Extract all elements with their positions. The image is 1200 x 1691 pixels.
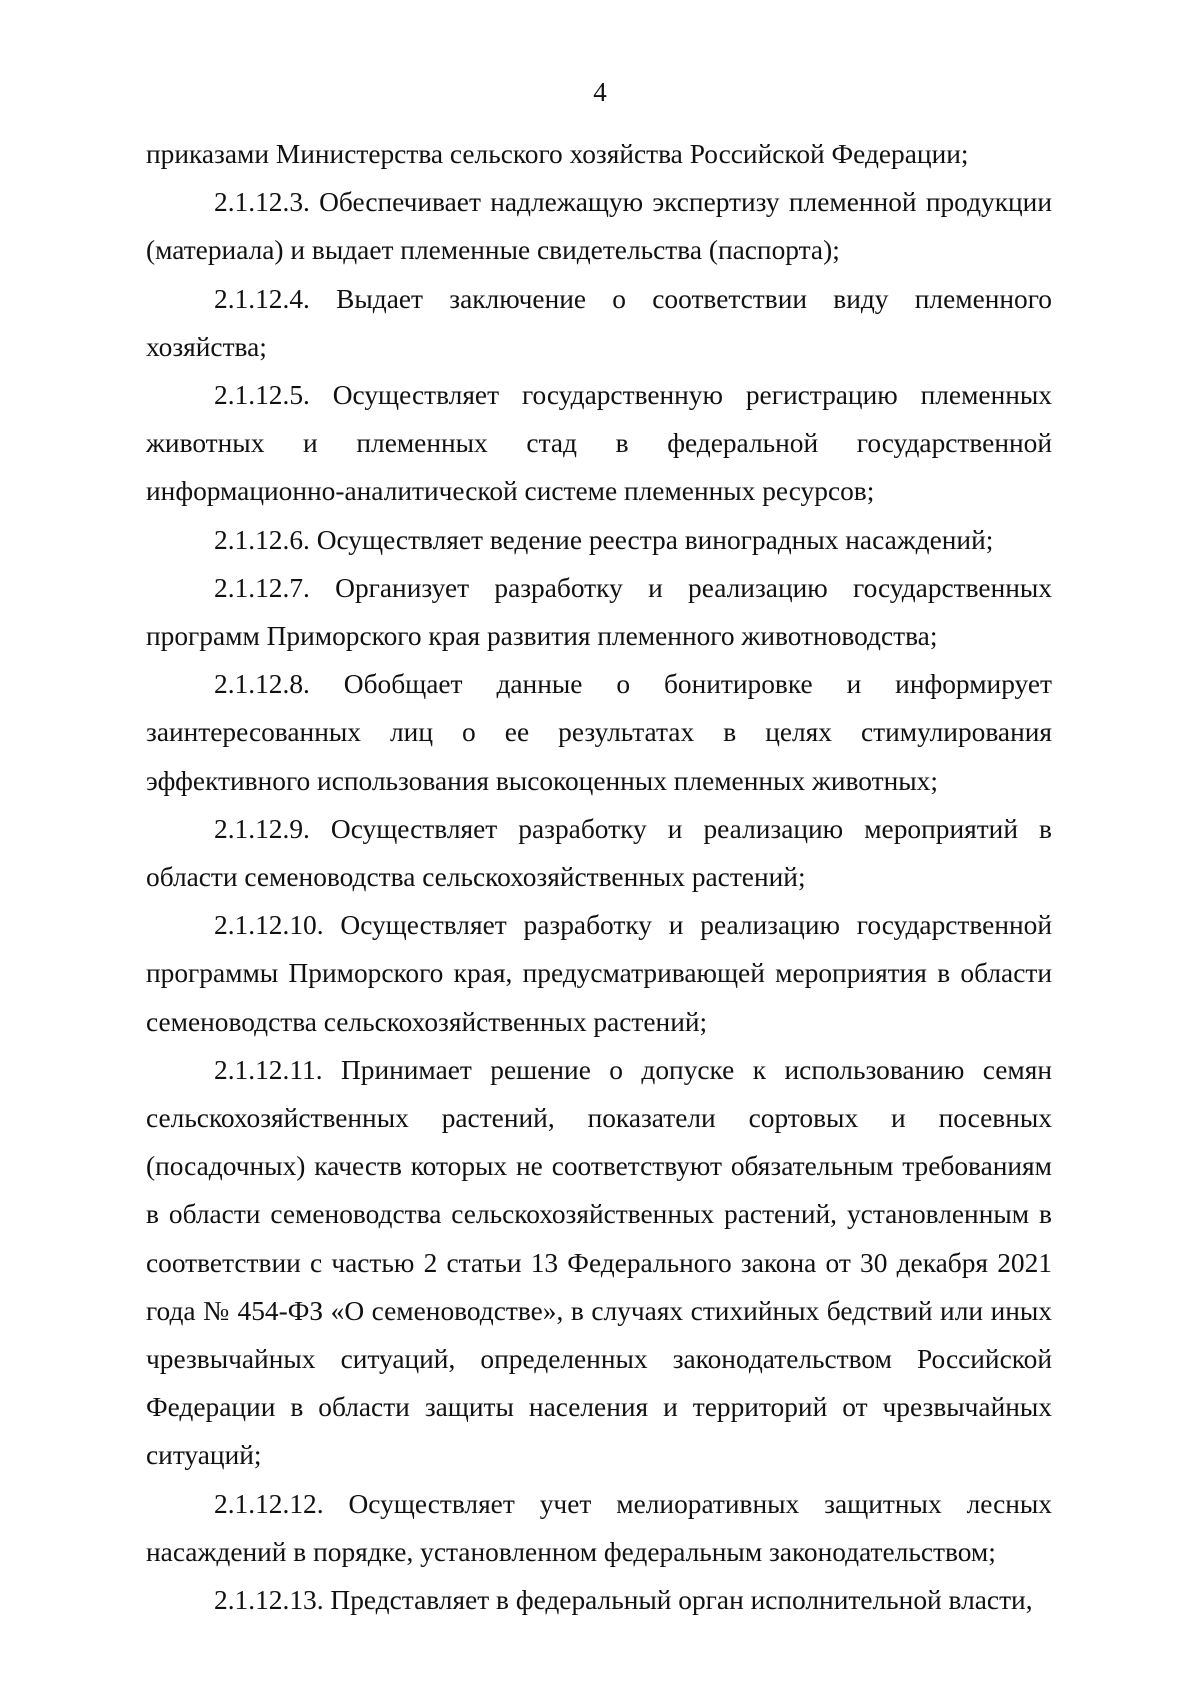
paragraph-2-1-12-7: 2.1.12.7. Организует разработку и реализацию государственных программ Приморского края развития племенного животноводства; [146,572,1052,652]
paragraph-2-1-12-3: 2.1.12.3. Обеспечивает надлежащую экспертизу племенной продукции (материала) и выдает племенные свидетельства (паспорта); [146,187,1052,266]
page-number: 4 [593,77,607,107]
document-body [146,130,1052,1624]
paragraph-2-1-12-12: 2.1.12.12. Осуществляет учет мелиоративных защитных лесных насаждений в порядке, установленном федеральным законодательством; [146,1488,1052,1567]
paragraph-2-1-12-5: 2.1.12.5. Осуществляет государственную регистрацию племенных животных и племенных стад в федеральной государственной информационно-аналитической системе племенных ресурсов; [146,380,1052,507]
paragraph-2-1-12-13: 2.1.12.13. Представляет в федеральный орган исполнительной власти, [214,1585,1033,1616]
paragraph-2-1-12-11: 2.1.12.11. Принимает решение о допуске к использованию семян сельскохозяйственных растений, показатели сортовых и посевных (посадочных) качеств которых не соответствуют обязательным требованиям в области семеноводства сельскохозяйственных растений, установленным в соответствии с частью 2 статьи 13 Федерального закона от 30 декабря 2021 года № 454-ФЗ «О семеноводстве», в случаях стихийных бедствий или иных чрезвычайных ситуаций, определенных законодательством Российской Федерации в области защиты населения и территорий от чрезвычайных ситуаций; [146,1054,1052,1471]
paragraph-2-1-12-4: 2.1.12.4. Выдает заключение о соответствии виду племенного хозяйства; [146,283,1052,362]
paragraph-2-1-12-10: 2.1.12.10. Осуществляет разработку и реализацию государственной программы Приморского края, предусматривающей мероприятия в области семеноводства сельскохозяйственных растений; [146,910,1052,1037]
paragraph-continuation: приказами Министерства сельского хозяйства Российской Федерации; [146,139,969,169]
paragraph-2-1-12-9: 2.1.12.9. Осуществляет разработку и реализацию мероприятий в области семеноводства сельскохозяйственных растений; [146,813,1052,893]
paragraph-2-1-12-8: 2.1.12.8. Обобщает данные о бонитировке и информирует заинтересованных лиц о ее результатах в целях стимулирования эффективного использования высокоценных племенных животных; [146,669,1052,796]
paragraph-2-1-12-6: 2.1.12.6. Осуществляет ведение реестра виноградных насаждений; [214,524,994,555]
